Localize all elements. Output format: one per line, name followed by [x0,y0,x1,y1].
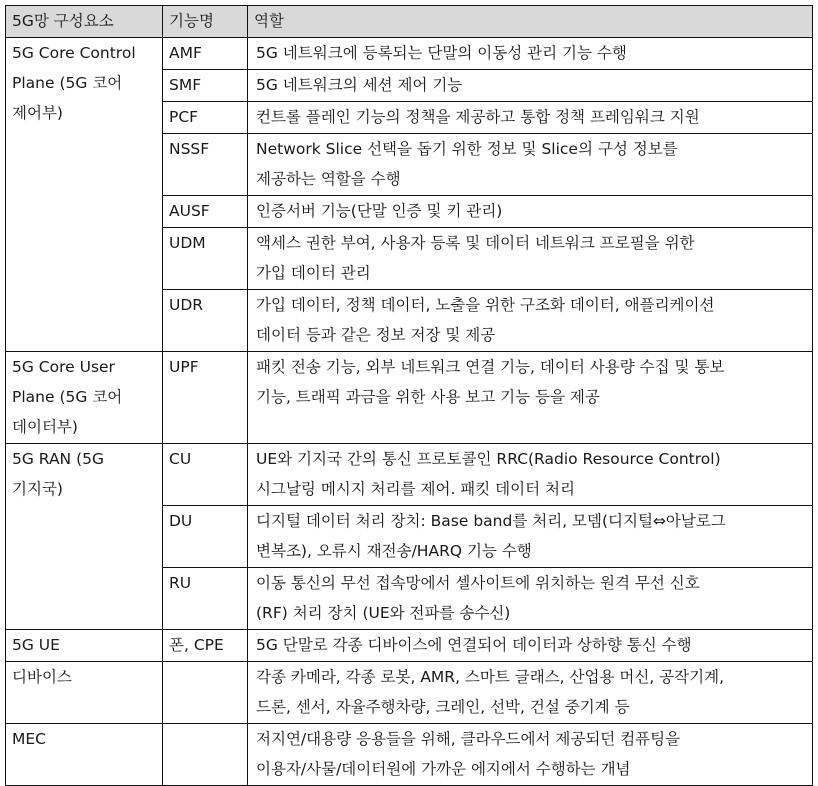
function-cell: RU [163,568,248,630]
role-cell: UE와 기지국 간의 통신 프로토콜인 RRC(Radio Resource Control) 시그날링 메시지 처리를 제어. 패킷 데이터 처리 [248,444,813,506]
component-cell: 5G RAN (5G 기지국) [6,444,163,630]
table-row [6,444,813,506]
table-row [6,352,813,444]
component-cell: 5G UE [6,630,163,662]
table-row [6,724,813,786]
role-cell: Network Slice 선택을 돕기 위한 정보 및 Slice의 구성 정보를 제공하는 역할을 수행 [248,134,813,196]
function-cell: DU [163,506,248,568]
role-cell: 패킷 전송 기능, 외부 네트워크 연결 기능, 데이터 사용량 수집 및 통보 기능, 트래픽 과금을 위한 사용 보고 기능 등을 제공 [248,352,813,444]
role-cell: 저지연/대용량 응용들을 위해, 클라우드에서 제공되던 컴퓨팅을 이용자/사물/데이터원에 가까운 에지에서 수행하는 개념 [248,724,813,786]
function-cell: NSSF [163,134,248,196]
header-row [6,6,813,38]
function-cell [163,724,248,786]
table-body [6,6,813,786]
table-row [6,630,813,662]
table-row [6,38,813,70]
function-cell: UPF [163,352,248,444]
header-function-name: 기능명 [163,6,248,38]
role-cell: 가입 데이터, 정책 데이터, 노출을 위한 구조화 데이터, 애플리케이션 데이터 등과 같은 정보 저장 및 제공 [248,290,813,352]
5g-components-table [5,5,813,786]
function-cell: SMF [163,70,248,102]
role-cell: 디지털 데이터 처리 장치: Base band를 처리, 모뎀(디지털⇔아날로그 변복조), 오류시 재전송/HARQ 기능 수행 [248,506,813,568]
function-cell: AUSF [163,196,248,228]
component-cell: 디바이스 [6,662,163,724]
role-cell: 5G 네트워크에 등록되는 단말의 이동성 관리 기능 수행 [248,38,813,70]
role-cell: 인증서버 기능(단말 인증 및 키 관리) [248,196,813,228]
function-cell: UDM [163,228,248,290]
header-component: 5G망 구성요소 [6,6,163,38]
table-row [6,662,813,724]
function-cell: AMF [163,38,248,70]
role-cell: 컨트롤 플레인 기능의 정책을 제공하고 통합 정책 프레임워크 지원 [248,102,813,134]
component-cell: 5G Core User Plane (5G 코어 데이터부) [6,352,163,444]
component-cell: 5G Core Control Plane (5G 코어 제어부) [6,38,163,352]
role-cell: 이동 통신의 무선 접속망에서 셀사이트에 위치하는 원격 무선 신호 (RF) 처리 장치 (UE와 전파를 송수신) [248,568,813,630]
role-cell: 5G 네트워크의 세션 제어 기능 [248,70,813,102]
header-role: 역할 [248,6,813,38]
function-cell: CU [163,444,248,506]
role-cell: 5G 단말로 각종 디바이스에 연결되어 데이터과 상하향 통신 수행 [248,630,813,662]
function-cell: PCF [163,102,248,134]
role-cell: 액세스 권한 부여, 사용자 등록 및 데이터 네트워크 프로필을 위한 가입 데이터 관리 [248,228,813,290]
function-cell: UDR [163,290,248,352]
component-cell: MEC [6,724,163,786]
function-cell: 폰, CPE [163,630,248,662]
role-cell: 각종 카메라, 각종 로봇, AMR, 스마트 글래스, 산업용 머신, 공작기계, 드론, 센서, 자율주행차량, 크레인, 선박, 건설 중기계 등 [248,662,813,724]
function-cell [163,662,248,724]
